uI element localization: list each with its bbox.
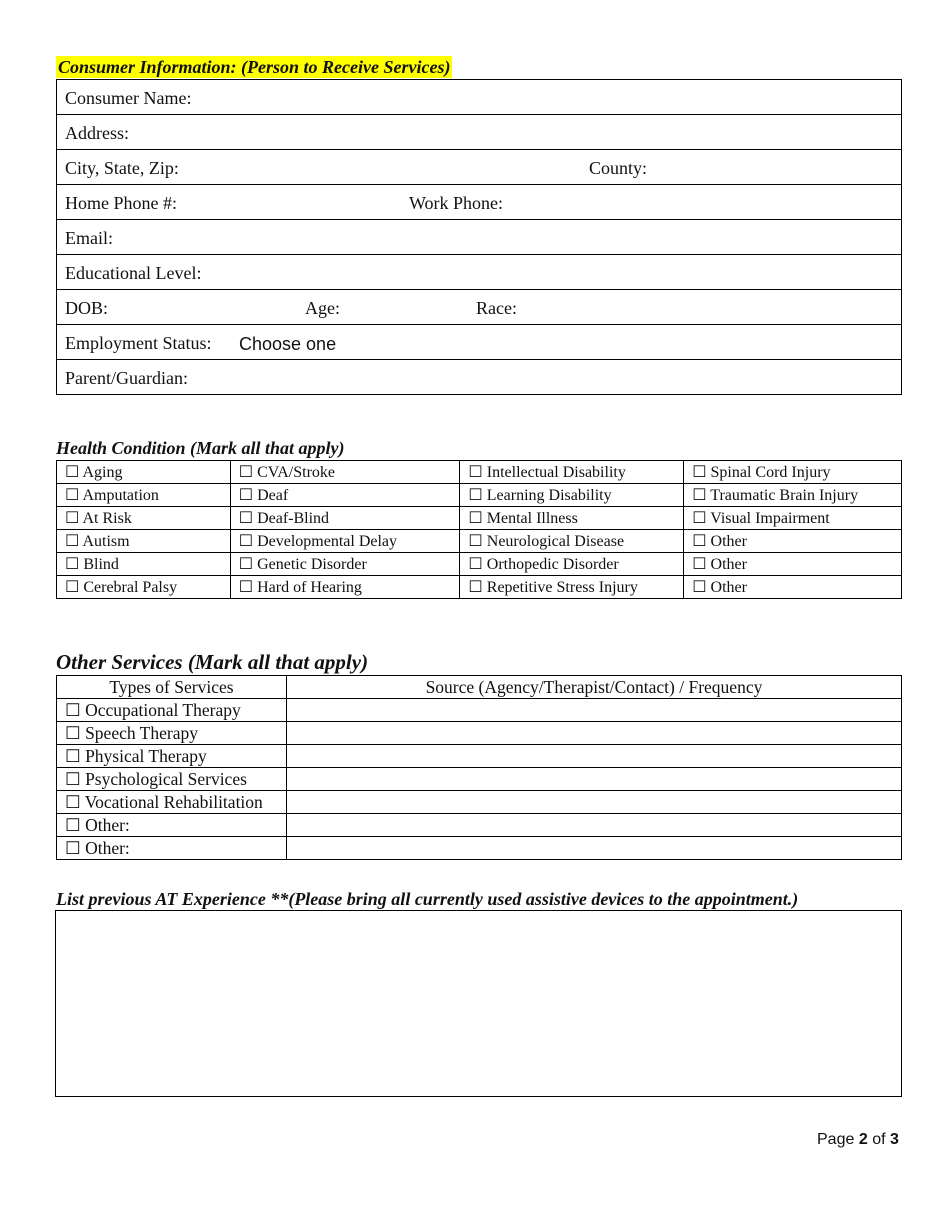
health-condition-option[interactable] [230,530,460,553]
health-condition-option[interactable] [684,484,902,507]
city-state-zip-label: City, State, Zip: [65,158,179,178]
health-condition-label: Genetic Disorder [257,556,367,573]
checkbox-icon[interactable]: ☐ [692,464,707,481]
service-row [57,768,902,791]
service-source-field[interactable] [286,791,901,814]
other-services-title: Other Services (Mark all that apply) [56,650,369,674]
email-label: Email: [65,228,113,248]
checkbox-icon[interactable]: ☐ [65,579,80,596]
checkbox-icon[interactable]: ☐ [692,579,707,596]
other-services-table [56,675,902,860]
checkbox-icon[interactable]: ☐ [468,533,483,550]
health-condition-label: Aging [82,464,123,481]
county-label: County: [589,158,648,178]
health-condition-label: Traumatic Brain Injury [710,487,859,504]
consumer-info-box [56,79,902,395]
age-label: Age: [305,298,340,318]
health-condition-option[interactable] [684,530,902,553]
service-source-field[interactable] [286,837,901,860]
service-source-field[interactable] [286,768,901,791]
health-condition-label: At Risk [82,510,132,527]
service-option[interactable]: ☐ Psychological Services [57,768,287,791]
health-condition-option[interactable] [57,530,231,553]
source-frequency-header: Source (Agency/Therapist/Contact) / Frequency [286,676,901,699]
health-condition-label: Blind [83,556,119,573]
race-label: Race: [476,298,517,318]
employment-row [57,324,901,359]
health-condition-option[interactable] [460,507,684,530]
health-condition-option[interactable] [57,507,231,530]
consumer-name-row[interactable] [57,80,901,114]
checkbox-icon[interactable]: ☐ [65,556,80,573]
current-page: 2 [858,1131,868,1148]
health-condition-label: Developmental Delay [257,533,398,550]
checkbox-icon[interactable]: ☐ [692,556,707,573]
health-condition-option[interactable] [230,461,460,484]
at-experience-textarea[interactable] [55,910,902,1097]
health-condition-label: Other [710,579,747,596]
health-condition-label: Autism [82,533,130,550]
health-condition-label: Other [710,556,747,573]
health-condition-table [56,460,902,599]
health-condition-option[interactable] [57,461,231,484]
health-condition-label: Mental Illness [486,510,578,527]
checkbox-icon[interactable]: ☐ [238,464,254,481]
health-condition-label: Orthopedic Disorder [486,556,619,573]
email-row[interactable] [57,219,901,254]
service-source-field[interactable] [286,745,901,768]
consumer-name-label: Consumer Name: [65,88,192,108]
health-condition-option[interactable] [684,576,902,599]
guardian-row[interactable] [57,359,901,394]
health-condition-label: Amputation [82,487,159,504]
health-condition-option[interactable] [230,507,460,530]
checkbox-icon[interactable]: ☐ [238,510,254,527]
at-experience-title: List previous AT Experience **(Please bring all currently used assistive devices to the appointment.) [56,889,799,909]
health-condition-label: Deaf [257,487,289,504]
service-option[interactable]: ☐ Other: [57,837,287,860]
service-row [57,791,902,814]
health-row [57,576,902,599]
checkbox-icon[interactable]: ☐ [468,487,483,504]
health-condition-option[interactable] [57,553,231,576]
health-row [57,530,902,553]
dob-age-race-row[interactable] [57,289,901,324]
education-row[interactable] [57,254,901,289]
checkbox-icon[interactable]: ☐ [692,533,707,550]
health-row [57,484,902,507]
checkbox-icon[interactable]: ☐ [65,487,80,504]
health-condition-label: CVA/Stroke [257,464,336,481]
service-row [57,722,902,745]
service-option[interactable]: ☐ Physical Therapy [57,745,287,768]
home-phone-label: Home Phone #: [65,193,177,213]
health-condition-option[interactable] [230,484,460,507]
health-row [57,507,902,530]
checkbox-icon[interactable]: ☐ [468,464,483,481]
checkbox-icon[interactable]: ☐ [238,487,254,504]
city-state-zip-row[interactable] [57,149,901,184]
checkbox-icon[interactable]: ☐ [692,510,707,527]
dob-label: DOB: [65,298,109,318]
health-condition-title: Health Condition (Mark all that apply) [56,438,345,458]
health-row [57,553,902,576]
service-row [57,699,902,722]
checkbox-icon[interactable]: ☐ [468,556,483,573]
guardian-label: Parent/Guardian: [65,368,188,388]
health-condition-option[interactable] [460,461,684,484]
health-condition-label: Neurological Disease [486,533,625,550]
health-condition-label: Deaf-Blind [257,510,330,527]
health-condition-option[interactable] [230,553,460,576]
of-label: of [872,1131,886,1148]
service-row [57,814,902,837]
health-condition-option[interactable] [230,576,460,599]
employment-label: Employment Status: [65,333,212,353]
service-row [57,745,902,768]
health-condition-label: Repetitive Stress Injury [486,579,638,596]
address-row[interactable] [57,114,901,149]
address-label: Address: [65,123,129,143]
health-condition-label: Other [710,533,747,550]
health-condition-label: Hard of Hearing [257,579,362,596]
checkbox-icon[interactable]: ☐ [468,579,483,596]
checkbox-icon[interactable]: ☐ [65,510,80,527]
service-source-field[interactable] [286,699,901,722]
consumer-info-title: Consumer Information: (Person to Receive Services) [58,57,451,77]
health-condition-option[interactable] [460,484,684,507]
health-row [57,461,902,484]
checkbox-icon[interactable]: ☐ [65,533,80,550]
service-option[interactable]: ☐ Vocational Rehabilitation [57,791,287,814]
health-condition-label: Intellectual Disability [486,464,626,481]
service-source-field[interactable] [286,814,901,837]
work-phone-label: Work Phone: [409,193,504,213]
health-condition-option[interactable] [684,507,902,530]
service-row [57,837,902,860]
health-condition-option[interactable] [460,576,684,599]
service-source-field[interactable] [286,722,901,745]
health-condition-label: Spinal Cord Injury [710,464,831,481]
service-option[interactable]: ☐ Other: [57,814,287,837]
checkbox-icon[interactable]: ☐ [238,579,254,596]
checkbox-icon[interactable]: ☐ [238,556,254,573]
services-header-row [57,676,902,699]
page-number [817,1131,899,1149]
education-label: Educational Level: [65,263,202,283]
health-condition-label: Visual Impairment [710,510,830,527]
page-label: Page [817,1131,855,1148]
health-condition-label: Learning Disability [486,487,612,504]
health-condition-option[interactable] [460,530,684,553]
checkbox-icon[interactable]: ☐ [65,464,80,481]
types-of-services-header: Types of Services [57,676,287,699]
checkbox-icon[interactable]: ☐ [692,487,707,504]
health-condition-option[interactable] [684,461,902,484]
total-pages: 3 [889,1131,899,1148]
health-condition-option[interactable] [684,553,902,576]
health-condition-option[interactable] [57,484,231,507]
health-condition-option[interactable] [460,553,684,576]
service-option[interactable]: ☐ Occupational Therapy [57,699,287,722]
checkbox-icon[interactable]: ☐ [238,533,254,550]
health-condition-option[interactable] [57,576,231,599]
phone-row[interactable] [57,184,901,219]
service-option[interactable]: ☐ Speech Therapy [57,722,287,745]
employment-status-dropdown[interactable]: Choose one [239,334,337,354]
checkbox-icon[interactable]: ☐ [468,510,483,527]
health-condition-label: Cerebral Palsy [83,579,178,596]
